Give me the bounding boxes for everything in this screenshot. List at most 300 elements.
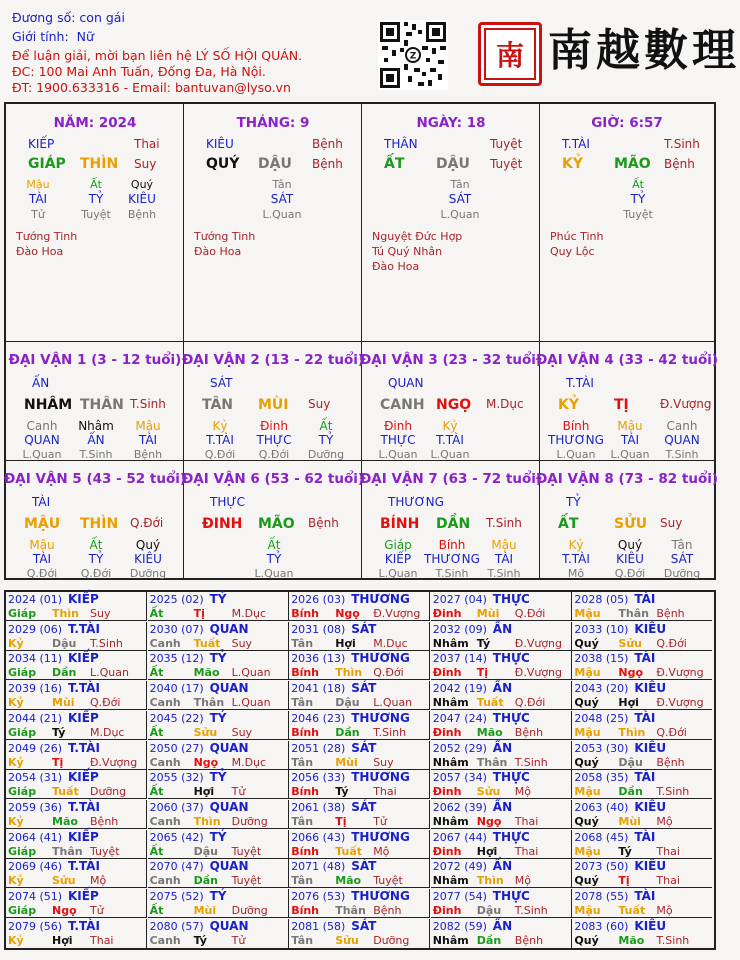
pillar-stem: KỶ	[562, 156, 583, 172]
year-label: 2034 (11)	[8, 652, 63, 666]
year-stem: Kỷ	[8, 636, 24, 650]
year-state: Thai	[514, 844, 539, 858]
year-cell	[289, 770, 430, 799]
year-branch: Ngọ	[52, 904, 77, 917]
year-branch: Tị	[52, 755, 64, 769]
year-state: L.Quan	[231, 696, 271, 710]
year-state: Bệnh	[514, 933, 544, 947]
dai-van-star: TÀI	[32, 495, 51, 509]
year-label: 2037 (14)	[432, 652, 487, 666]
year-star: TÀI	[634, 710, 656, 725]
year-label: 2025 (02)	[149, 593, 204, 606]
dai-van-state: Đ.Vượng	[660, 397, 712, 411]
year-label: 2045 (22)	[149, 711, 204, 725]
year-state: T.Sinh	[656, 785, 690, 799]
year-star: KIẾP	[68, 829, 99, 844]
dai-van-branch: TỊ	[614, 397, 629, 413]
year-stem: Nhâm	[432, 696, 469, 710]
year-star: THỰC	[492, 592, 530, 606]
year-cell	[148, 919, 289, 948]
dv-hidden-star: TỶ	[318, 433, 334, 447]
chart-grid	[3, 102, 719, 580]
year-stem: Quý	[574, 636, 599, 650]
year-star: SÁT	[351, 918, 377, 933]
year-branch: Dần	[618, 785, 643, 799]
year-branch: Thìn	[193, 814, 221, 828]
year-star: ẤN	[492, 681, 513, 696]
year-stem: Bính	[291, 904, 320, 917]
year-branch: Mùi	[52, 696, 75, 710]
dv-hidden-stem: Kỷ	[568, 538, 584, 552]
year-stem: Quý	[574, 814, 599, 828]
year-branch: Sửu	[476, 785, 501, 799]
year-branch: Thìn	[476, 874, 504, 888]
year-stem: Giáp	[8, 725, 37, 739]
year-stem: Nhâm	[432, 933, 469, 947]
year-label: 2032 (09)	[432, 622, 487, 636]
year-star: KIÊU	[634, 918, 667, 933]
year-label: 2043 (20)	[574, 682, 629, 696]
year-cell	[148, 770, 289, 799]
spirit-label: Đào Hoa	[16, 245, 64, 258]
year-state: Tử	[90, 904, 104, 917]
year-state: Dưỡng	[90, 785, 127, 799]
dv-hidden-stem: Giáp	[384, 538, 412, 552]
year-stem: Canh	[149, 696, 181, 710]
year-cell	[148, 859, 289, 888]
dai-van-stem: ẤT	[558, 516, 579, 532]
year-cell	[431, 592, 572, 621]
year-stem: Kỷ	[8, 933, 24, 947]
year-stem: Đinh	[432, 607, 462, 620]
pillar-branch: MÃO	[614, 156, 651, 172]
dai-van-branch: DẦN	[436, 516, 471, 532]
year-branch: Hợi	[193, 785, 215, 799]
year-stem: Ất	[149, 725, 164, 739]
hidden-state: L.Quan	[440, 208, 480, 221]
year-star: THỰC	[492, 710, 530, 725]
year-branch: Tị	[193, 607, 205, 620]
dv-hidden-stem: Bính	[438, 538, 466, 552]
spirit-label: Tướng Tinh	[16, 230, 78, 243]
spirit-label: Phúc Tinh	[550, 230, 604, 243]
pillar-branch: THÌN	[80, 156, 119, 172]
dv-hidden-stem: Tân	[671, 538, 693, 552]
dai-van-branch: THÂN	[80, 397, 124, 413]
dai-van-title: ĐẠI VẬN 8 (73 - 82 tuổi)	[535, 471, 719, 487]
year-stem: Kỷ	[8, 696, 24, 710]
year-cell	[6, 711, 147, 740]
year-star: KIẾP	[68, 889, 99, 903]
year-stem: Tân	[291, 636, 314, 650]
year-cell	[6, 741, 147, 770]
year-cell	[431, 800, 572, 829]
year-cell	[572, 859, 712, 888]
year-state: Q.Đới	[90, 696, 121, 710]
dv-hidden-state: Dưỡng	[307, 448, 345, 461]
year-stem: Đinh	[432, 785, 462, 799]
dai-van-stem: ĐINH	[202, 516, 243, 532]
year-state: M.Dục	[231, 607, 267, 620]
year-branch: Sửu	[618, 636, 642, 650]
dai-van-title: ĐẠI VẬN 4 (33 - 42 tuổi)	[535, 352, 719, 368]
year-cell	[289, 651, 430, 680]
year-cell	[289, 592, 430, 621]
year-label: 2035 (12)	[149, 652, 204, 666]
year-branch: Mão	[52, 814, 78, 828]
gender-value: Nữ	[76, 29, 94, 44]
dai-van-state: M.Dục	[486, 397, 524, 411]
year-label: 2038 (15)	[574, 652, 629, 666]
year-cell	[6, 651, 147, 680]
year-branch: Ngọ	[476, 814, 502, 828]
dv-hidden-stem: Mậu	[617, 419, 643, 433]
gender-line	[12, 29, 94, 45]
year-star: KIÊU	[634, 859, 667, 874]
year-star: THỰC	[492, 829, 530, 844]
hidden-stem: Quý	[130, 178, 154, 191]
pillar-star: KIÊU	[206, 137, 234, 151]
year-label: 2040 (17)	[149, 682, 204, 696]
dv-hidden-star: TÀI	[494, 552, 514, 566]
year-branch: Dậu	[335, 696, 360, 710]
year-branch: Tuất	[335, 844, 362, 858]
year-state: Bệnh	[514, 725, 544, 739]
year-star: THƯƠNG	[351, 592, 410, 606]
year-cell	[6, 622, 147, 651]
year-branch: Tị	[476, 666, 489, 680]
year-branch: Sửu	[193, 725, 218, 739]
year-label: 2039 (16)	[8, 682, 63, 696]
year-state: Thai	[90, 933, 114, 947]
dv-hidden-star: KIÊU	[134, 552, 162, 566]
dv-hidden-state: T.Sinh	[665, 448, 699, 461]
year-label: 2024 (01)	[8, 593, 63, 606]
spirit-label: Đào Hoa	[194, 245, 242, 258]
year-stem: Ất	[149, 785, 164, 799]
pillar-star-state: Thai	[134, 137, 160, 151]
year-state: Bệnh	[90, 814, 119, 828]
dv-hidden-star: THỰC	[256, 433, 292, 447]
year-label: 2075 (52)	[149, 890, 204, 903]
year-label: 2031 (08)	[291, 622, 346, 636]
year-state: Suy	[231, 636, 253, 650]
year-cell	[6, 919, 147, 948]
year-stem: Mậu	[574, 785, 601, 799]
owner-line: Đương số: con gái	[12, 10, 125, 25]
year-state: Suy	[90, 607, 111, 620]
year-state: Đ.Vượng	[514, 666, 562, 680]
year-label: 2064 (41)	[8, 830, 63, 844]
year-branch: Mão	[193, 666, 220, 680]
spirit-label: Đào Hoa	[372, 260, 420, 273]
year-star: T.TÀI	[68, 740, 100, 755]
year-state: M.Dục	[90, 725, 125, 739]
year-cell	[431, 741, 572, 770]
year-star: ẤN	[492, 799, 513, 814]
year-star: SÁT	[351, 740, 377, 755]
dai-van-state: Suy	[308, 397, 331, 411]
year-state: T.Sinh	[90, 636, 123, 650]
dai-van-branch: MÃO	[258, 516, 295, 532]
year-state: M.Dục	[373, 636, 408, 650]
year-label: 2028 (05)	[574, 593, 629, 606]
year-star: KIẾP	[68, 770, 99, 785]
year-star: THƯƠNG	[351, 889, 410, 903]
year-label: 2068 (45)	[574, 830, 629, 844]
year-branch: Sửu	[335, 933, 359, 947]
year-star: THƯƠNG	[351, 651, 410, 666]
hidden-stem: Ất	[632, 178, 644, 191]
year-branch: Thân	[335, 904, 366, 917]
year-branch: Tuất	[52, 785, 79, 799]
year-branch: Ngọ	[193, 755, 219, 769]
dai-van-stem: KỶ	[558, 397, 579, 413]
year-star: ẤN	[492, 918, 513, 933]
year-state: Dưỡng	[231, 814, 268, 828]
year-label: 2063 (40)	[574, 800, 629, 814]
year-star: THƯƠNG	[351, 829, 410, 844]
year-star: QUAN	[209, 799, 249, 814]
year-star: SÁT	[351, 799, 377, 814]
year-cell	[431, 830, 572, 859]
pillar-star-state: Tuyệt	[490, 137, 523, 151]
year-stem: Quý	[574, 696, 599, 710]
year-state: Đ.Vượng	[373, 607, 421, 620]
pillar-cell	[362, 104, 540, 342]
year-star: SÁT	[351, 681, 377, 696]
year-state: Bệnh	[656, 755, 685, 769]
year-branch: Sửu	[52, 874, 76, 888]
dai-van-star: QUAN	[388, 376, 424, 390]
dv-hidden-star: KIÊU	[616, 552, 644, 566]
pillar-star: T.TÀI	[562, 137, 590, 151]
year-branch: Mão	[335, 874, 362, 888]
year-stem: Quý	[574, 755, 599, 769]
dai-van-star: THƯƠNG	[388, 495, 444, 509]
year-state: Q.Đới	[656, 636, 687, 650]
year-cell	[572, 919, 712, 948]
year-stem: Giáp	[8, 666, 37, 680]
year-label: 2029 (06)	[8, 622, 63, 636]
dai-van-stem: CANH	[380, 397, 425, 413]
year-cell	[148, 651, 289, 680]
dv-hidden-stem: Quý	[135, 538, 161, 552]
year-stem: Ất	[149, 607, 164, 620]
year-stem: Canh	[149, 636, 181, 650]
dv-hidden-state: L.Quan	[378, 448, 418, 461]
year-cell	[572, 889, 712, 918]
year-label: 2030 (07)	[149, 622, 204, 636]
year-label: 2066 (43)	[291, 830, 346, 844]
year-branch: Tuất	[618, 904, 646, 917]
year-cell	[431, 770, 572, 799]
year-cell	[572, 681, 712, 710]
dv-hidden-state: Mộ	[567, 567, 585, 580]
dai-van-star: THỰC	[210, 495, 246, 509]
dai-van-state: Q.Đới	[130, 516, 164, 530]
year-star: QUAN	[209, 859, 249, 874]
year-star: T.TÀI	[68, 621, 100, 636]
year-cell	[572, 830, 712, 859]
pillar-branch: DẬU	[436, 156, 470, 172]
pillar-branch-state: Bệnh	[312, 157, 343, 171]
year-cell	[431, 622, 572, 651]
dv-hidden-stem: Mậu	[135, 419, 161, 433]
year-state: Tuyệt	[231, 844, 262, 858]
year-star: QUAN	[209, 918, 249, 933]
year-star: ẤN	[492, 740, 513, 755]
year-stem: Bính	[291, 725, 320, 739]
year-label: 2054 (31)	[8, 771, 63, 785]
year-state: L.Quan	[231, 666, 271, 680]
year-star: SÁT	[351, 859, 377, 874]
hidden-state: Bệnh	[127, 208, 157, 221]
year-cell	[289, 681, 430, 710]
year-branch: Mùi	[193, 904, 217, 917]
year-state: M.Dục	[231, 755, 267, 769]
year-state: Dưỡng	[373, 933, 410, 947]
year-state: L.Quan	[90, 666, 129, 680]
year-cell	[431, 859, 572, 888]
year-star: TÀI	[634, 592, 656, 606]
dv-hidden-star: SÁT	[670, 552, 694, 566]
year-stem: Đinh	[432, 904, 462, 917]
year-state: Q.Đới	[656, 725, 687, 739]
dv-hidden-state: Q.Đới	[614, 567, 646, 580]
dv-hidden-stem: Bính	[562, 419, 590, 433]
dv-hidden-state: L.Quan	[22, 448, 62, 461]
year-star: QUAN	[209, 681, 249, 696]
dv-hidden-state: L.Quan	[254, 567, 294, 580]
year-star: ẤN	[492, 859, 513, 874]
pillar-branch-state: Tuyệt	[490, 157, 523, 171]
year-stem: Đinh	[432, 666, 462, 680]
year-branch: Tý	[52, 725, 66, 739]
year-branch: Tuất	[193, 636, 221, 650]
dai-van-title: ĐẠI VẬN 3 (23 - 32 tuổi)	[359, 352, 543, 368]
year-cell	[431, 889, 572, 918]
hidden-star: TÀI	[28, 192, 48, 206]
dv-hidden-stem: Đinh	[384, 419, 412, 433]
year-state: Đ.Vượng	[514, 636, 562, 650]
year-star: THƯƠNG	[351, 710, 410, 725]
dv-hidden-star: QUAN	[664, 433, 700, 447]
year-label: 2042 (19)	[432, 682, 487, 696]
year-cell	[148, 681, 289, 710]
dai-van-star: TỶ	[566, 495, 581, 509]
year-state: Đ.Vượng	[656, 666, 704, 680]
spirit-label: Quy Lộc	[550, 245, 595, 258]
year-state: Đ.Vượng	[90, 755, 138, 769]
dai-van-cell	[359, 461, 543, 580]
dv-hidden-stem: Canh	[26, 419, 58, 433]
year-label: 2050 (27)	[149, 741, 204, 755]
dv-hidden-state: L.Quan	[556, 448, 596, 461]
year-branch: Thìn	[52, 607, 79, 620]
year-cell	[6, 889, 147, 918]
year-star: TỶ	[209, 710, 227, 725]
year-branch: Hợi	[476, 844, 498, 858]
dai-van-cell	[6, 342, 184, 461]
year-branch: Dậu	[193, 844, 218, 858]
dai-van-state: Suy	[660, 516, 683, 530]
dai-van-title: ĐẠI VẬN 5 (43 - 52 tuổi)	[3, 471, 187, 487]
year-label: 2055 (32)	[149, 771, 204, 785]
year-cell	[6, 592, 147, 621]
year-branch: Hợi	[618, 696, 639, 710]
year-stem: Nhâm	[432, 874, 469, 888]
year-branch: Ngọ	[335, 607, 360, 620]
dai-van-title: ĐẠI VẬN 1 (3 - 12 tuổi)	[8, 352, 182, 368]
pillar-stem: ẤT	[384, 156, 405, 172]
year-branch: Dần	[193, 874, 218, 888]
year-star: TỶ	[209, 592, 227, 606]
dv-hidden-star: T.TÀI	[436, 433, 464, 447]
year-state: Mộ	[514, 785, 532, 799]
year-label: 2074 (51)	[8, 890, 63, 903]
hidden-star: TỶ	[88, 192, 104, 206]
year-cell	[148, 741, 289, 770]
contact-note: Để luận giải, mời bạn liên hệ LÝ SỐ HỘI QUÁN.	[12, 48, 303, 63]
dv-hidden-stem: Ất	[319, 419, 333, 433]
pillar-title: GIỜ: 6:57	[591, 115, 663, 131]
year-cell	[431, 919, 572, 948]
dv-hidden-state: T.Sinh	[487, 567, 521, 580]
year-cell	[431, 711, 572, 740]
brand-calligraphy: 南越數理	[548, 25, 740, 76]
year-branch: Mùi	[476, 607, 500, 620]
hidden-state: Tuyệt	[81, 208, 111, 221]
year-stem: Bính	[291, 844, 320, 858]
hidden-state: Tử	[31, 208, 45, 221]
year-stem: Bính	[291, 785, 320, 799]
qr-code-icon	[378, 20, 448, 90]
year-cell	[148, 800, 289, 829]
year-star: T.TÀI	[68, 799, 100, 814]
year-branch: Tý	[618, 844, 632, 858]
pillar-title: NGÀY: 18	[416, 115, 486, 131]
year-label: 2070 (47)	[149, 860, 204, 874]
year-star: KIÊU	[634, 740, 667, 755]
header	[0, 0, 740, 100]
hidden-state: Tuyệt	[623, 208, 653, 221]
pillar-cell	[184, 104, 362, 342]
year-stem: Giáp	[8, 785, 37, 799]
dv-hidden-star: KIẾP	[384, 552, 412, 566]
year-label: 2026 (03)	[291, 593, 346, 606]
year-state: L.Quan	[373, 696, 413, 710]
year-stem: Tân	[291, 814, 314, 828]
year-star: QUAN	[209, 740, 249, 755]
year-label: 2049 (26)	[8, 741, 63, 755]
year-branch: Tý	[193, 933, 207, 947]
year-star: T.TÀI	[68, 859, 100, 874]
pillar-stem: GIÁP	[28, 156, 66, 172]
year-stem: Quý	[574, 874, 599, 888]
year-cell	[6, 770, 147, 799]
year-branch: Tuất	[476, 696, 504, 710]
dv-hidden-stem: Canh	[666, 419, 698, 433]
dai-van-stem: NHÂM	[24, 397, 73, 413]
year-star: TÀI	[634, 829, 656, 844]
year-state: Q.Đới	[514, 696, 546, 710]
pillar-branch-state: Bệnh	[664, 157, 695, 171]
dv-hidden-state: T.Sinh	[79, 448, 113, 461]
pillar-star-state: T.Sinh	[664, 137, 700, 151]
year-branch: Thìn	[335, 666, 363, 680]
pillar-branch: DẬU	[258, 156, 292, 172]
